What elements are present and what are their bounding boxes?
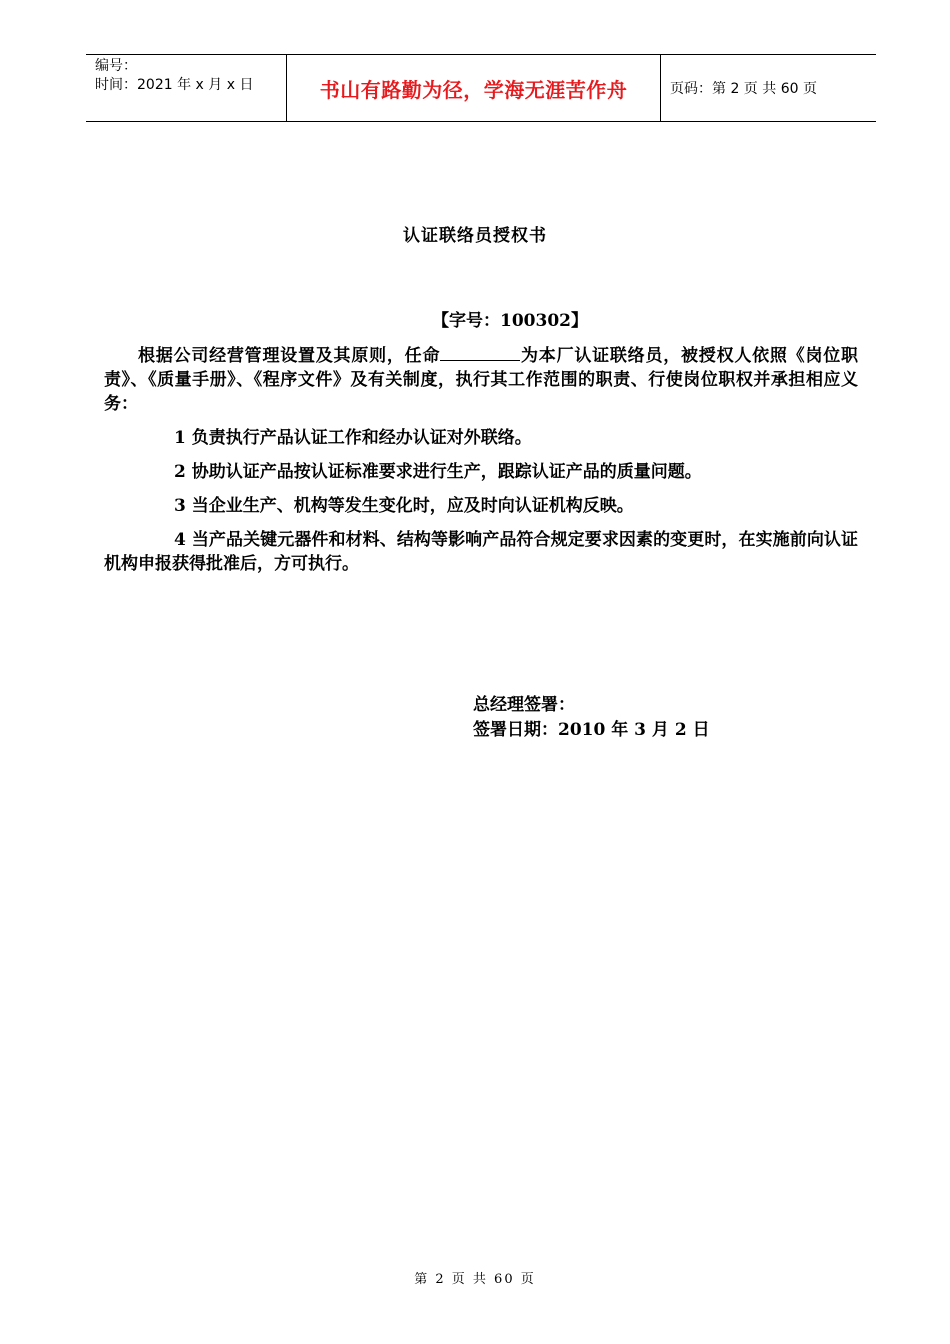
manager-signature-label: 总经理签署：	[473, 695, 575, 715]
number-label: 编号：	[95, 58, 137, 74]
page-info-text: 页码：第 2 页 共 60 页	[670, 81, 817, 97]
header-meta	[86, 55, 287, 121]
duty-item-4: 4 当产品关键元器件和材料、结构等影响产品符合规定要求因素的变更时，在实施前向认证机构申报获得批准后，方可执行。	[104, 530, 858, 574]
signature-block	[473, 693, 710, 743]
intro-paragraph	[104, 342, 858, 416]
document-number: 【字号：100302】	[432, 311, 588, 331]
duty-item-1: 1 负责执行产品认证工作和经办认证对外联络。	[174, 428, 532, 448]
time-label: 时间：2021 年 x 月 x 日	[95, 77, 254, 93]
duty-item-2: 2 协助认证产品按认证标准要求进行生产，跟踪认证产品的质量问题。	[174, 462, 702, 482]
document-title: 认证联络员授权书	[403, 226, 547, 246]
appointee-blank	[440, 342, 520, 361]
page-header	[86, 54, 876, 122]
header-page-info	[661, 55, 876, 121]
document-body	[104, 342, 858, 576]
duty-item-3: 3 当企业生产、机构等发生变化时，应及时向认证机构反映。	[174, 496, 634, 516]
intro-part1: 根据公司经营管理设置及其原则，任命	[138, 346, 441, 366]
intro-part2: 为本厂认证联络员，被授权人依照《岗位职责》、《质量手册》、《程序文件》及有关制度，执行其工作范围的职责、行使岗位职权并承担相应义务：	[104, 346, 859, 414]
header-motto-cell	[287, 55, 661, 121]
signature-date: 签署日期：2010 年 3 月 2 日	[473, 720, 710, 740]
motto-text: 书山有路勤为径，学海无涯苦作舟	[319, 77, 628, 102]
page-footer: 第 2 页 共 60 页	[414, 1272, 536, 1287]
